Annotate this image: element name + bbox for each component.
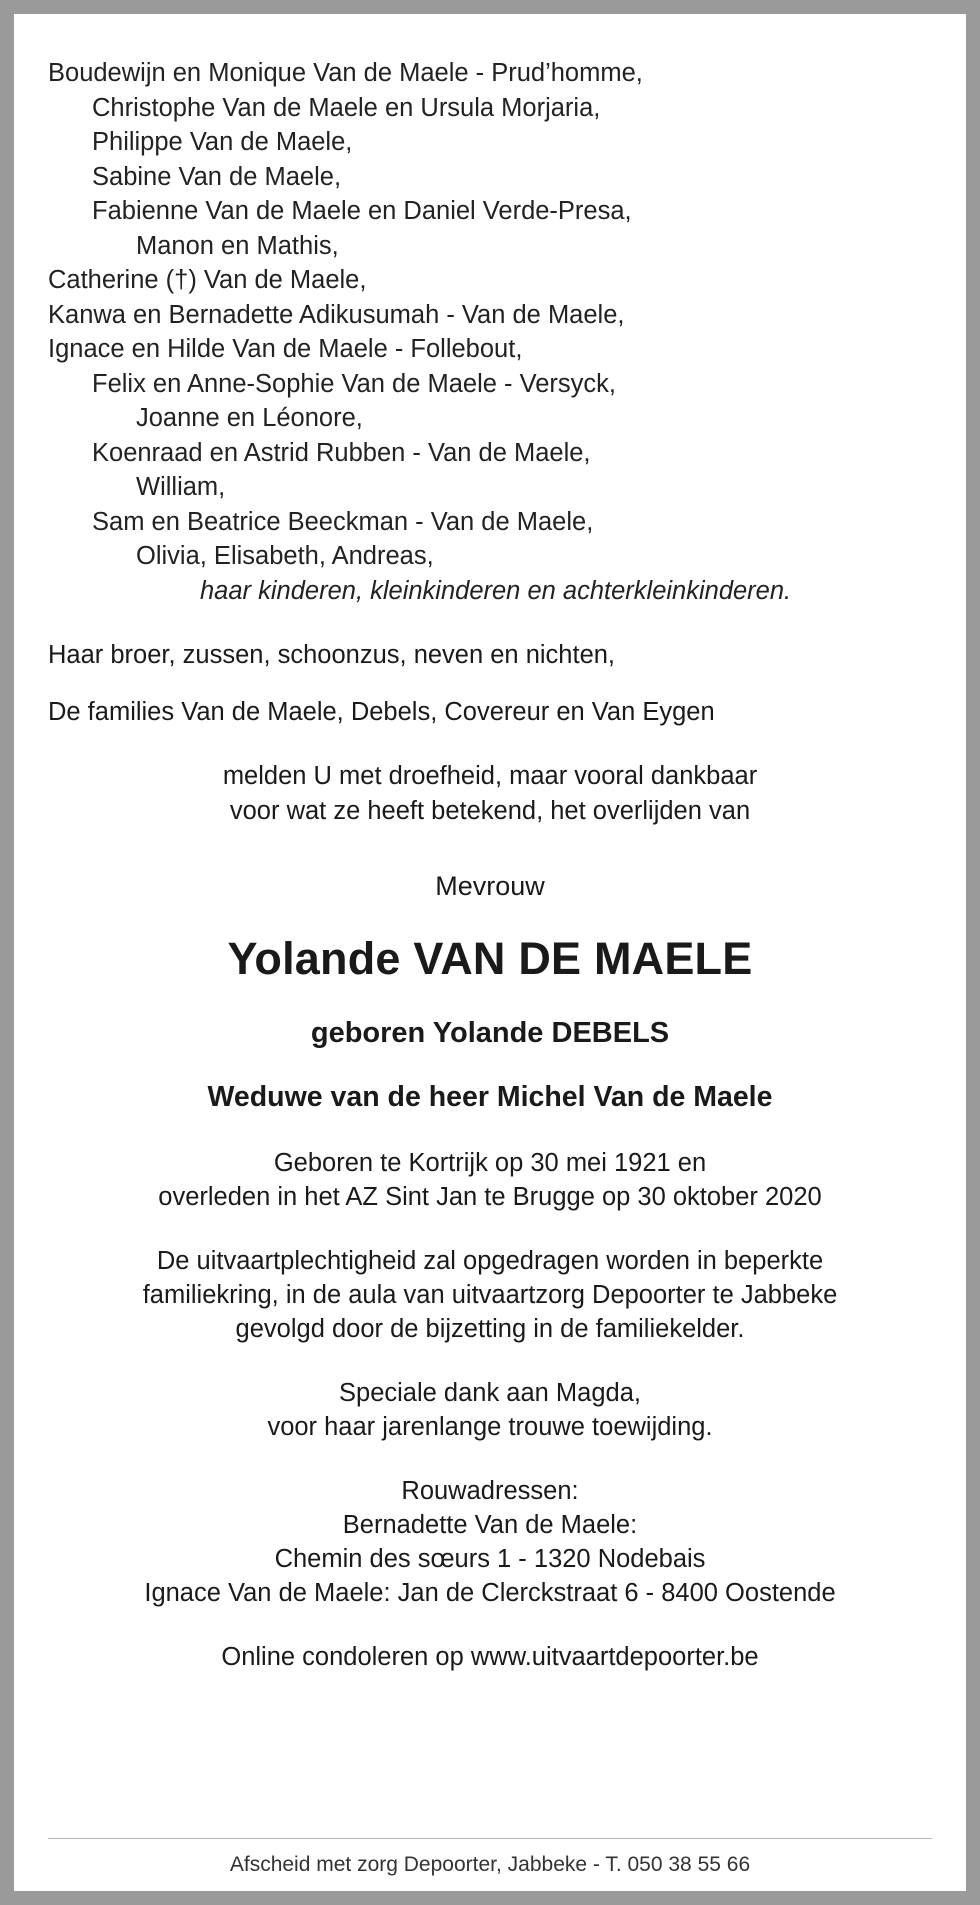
deceased-name <box>48 930 932 988</box>
deceased-first-name: Yolande <box>227 933 401 984</box>
service-line: gevolgd door de bijzetting in de familiekelder. <box>235 1315 745 1343</box>
footer-divider <box>48 1838 932 1839</box>
widow-of-line: Weduwe van de heer Michel Van de Maele <box>207 1081 773 1113</box>
family-line: Christophe Van de Maele en Ursula Morjaria, <box>92 93 601 122</box>
family-line: Sabine Van de Maele, <box>92 162 342 191</box>
mourning-address-line: Chemin des sœurs 1 - 1320 Nodebais <box>274 1545 706 1573</box>
birth-line: Geboren te Kortrijk op 30 mei 1921 en <box>273 1149 707 1177</box>
service-line: De uitvaartplechtigheid zal opgedragen worden in beperkte <box>156 1247 824 1275</box>
memorial-card <box>14 14 966 1891</box>
birth-death-block <box>48 1146 932 1214</box>
deceased-last-name: VAN DE MAELE <box>413 933 753 984</box>
mourning-address-line: Ignace Van de Maele: Jan de Clerckstraat 6 - 8400 Oostende <box>144 1579 836 1607</box>
siblings-line: Haar broer, zussen, schoonzus, neven en nichten, <box>48 641 616 669</box>
family-line: Ignace en Hilde Van de Maele - Follebout, <box>48 335 523 363</box>
family-line: Joanne en Léonore, <box>136 404 363 432</box>
family-line-descendants: haar kinderen, kleinkinderen en achterkleinkinderen. <box>200 576 792 605</box>
families-line: De families Van de Maele, Debels, Covereur en Van Eygen <box>48 697 715 726</box>
family-line: Fabienne Van de Maele en Daniel Verde-Presa, <box>92 197 632 225</box>
family-line: Olivia, Elisabeth, Andreas, <box>136 542 434 570</box>
announcement-line-1: melden U met droefheid, maar vooral dankbaar <box>222 762 758 790</box>
family-list <box>48 56 932 608</box>
family-line: Philippe Van de Maele, <box>92 128 353 156</box>
family-line: Sam en Beatrice Beeckman - Van de Maele, <box>92 507 594 536</box>
mourning-address-block <box>48 1474 932 1610</box>
death-line: overleden in het AZ Sint Jan te Brugge op 30 oktober 2020 <box>158 1183 822 1211</box>
mourning-address-title: Rouwadressen: <box>401 1477 579 1505</box>
family-line: William, <box>136 473 226 501</box>
family-line: Manon en Mathis, <box>136 231 339 260</box>
announcement-line-2: voor wat ze heeft betekend, het overlijden van <box>229 796 751 825</box>
born-name: geboren Yolande DEBELS <box>310 1017 670 1049</box>
mourning-address-line: Bernadette Van de Maele: <box>342 1511 638 1539</box>
thanks-block <box>48 1376 932 1444</box>
service-block <box>48 1244 932 1346</box>
footer-note: Afscheid met zorg Depoorter, Jabbeke - T. 050 38 55 66 <box>229 1853 751 1876</box>
family-line: Felix en Anne-Sophie Van de Maele - Versyck, <box>92 369 616 398</box>
thanks-line: voor haar jarenlange trouwe toewijding. <box>267 1413 713 1441</box>
thanks-line: Speciale dank aan Magda, <box>339 1379 641 1407</box>
family-line: Koenraad en Astrid Rubben - Van de Maele, <box>92 438 591 467</box>
family-line: Boudewijn en Monique Van de Maele - Prud’homme, <box>48 59 643 87</box>
service-line: familiekring, in de aula van uitvaartzorg Depoorter te Jabbeke <box>142 1281 838 1309</box>
family-line: Kanwa en Bernadette Adikusumah - Van de Maele, <box>48 300 625 329</box>
family-line: Catherine (†) Van de Maele, <box>48 266 367 294</box>
online-condolences-line: Online condoleren op www.uitvaartdepoorter.be <box>221 1643 759 1671</box>
salutation: Mevrouw <box>435 871 545 901</box>
